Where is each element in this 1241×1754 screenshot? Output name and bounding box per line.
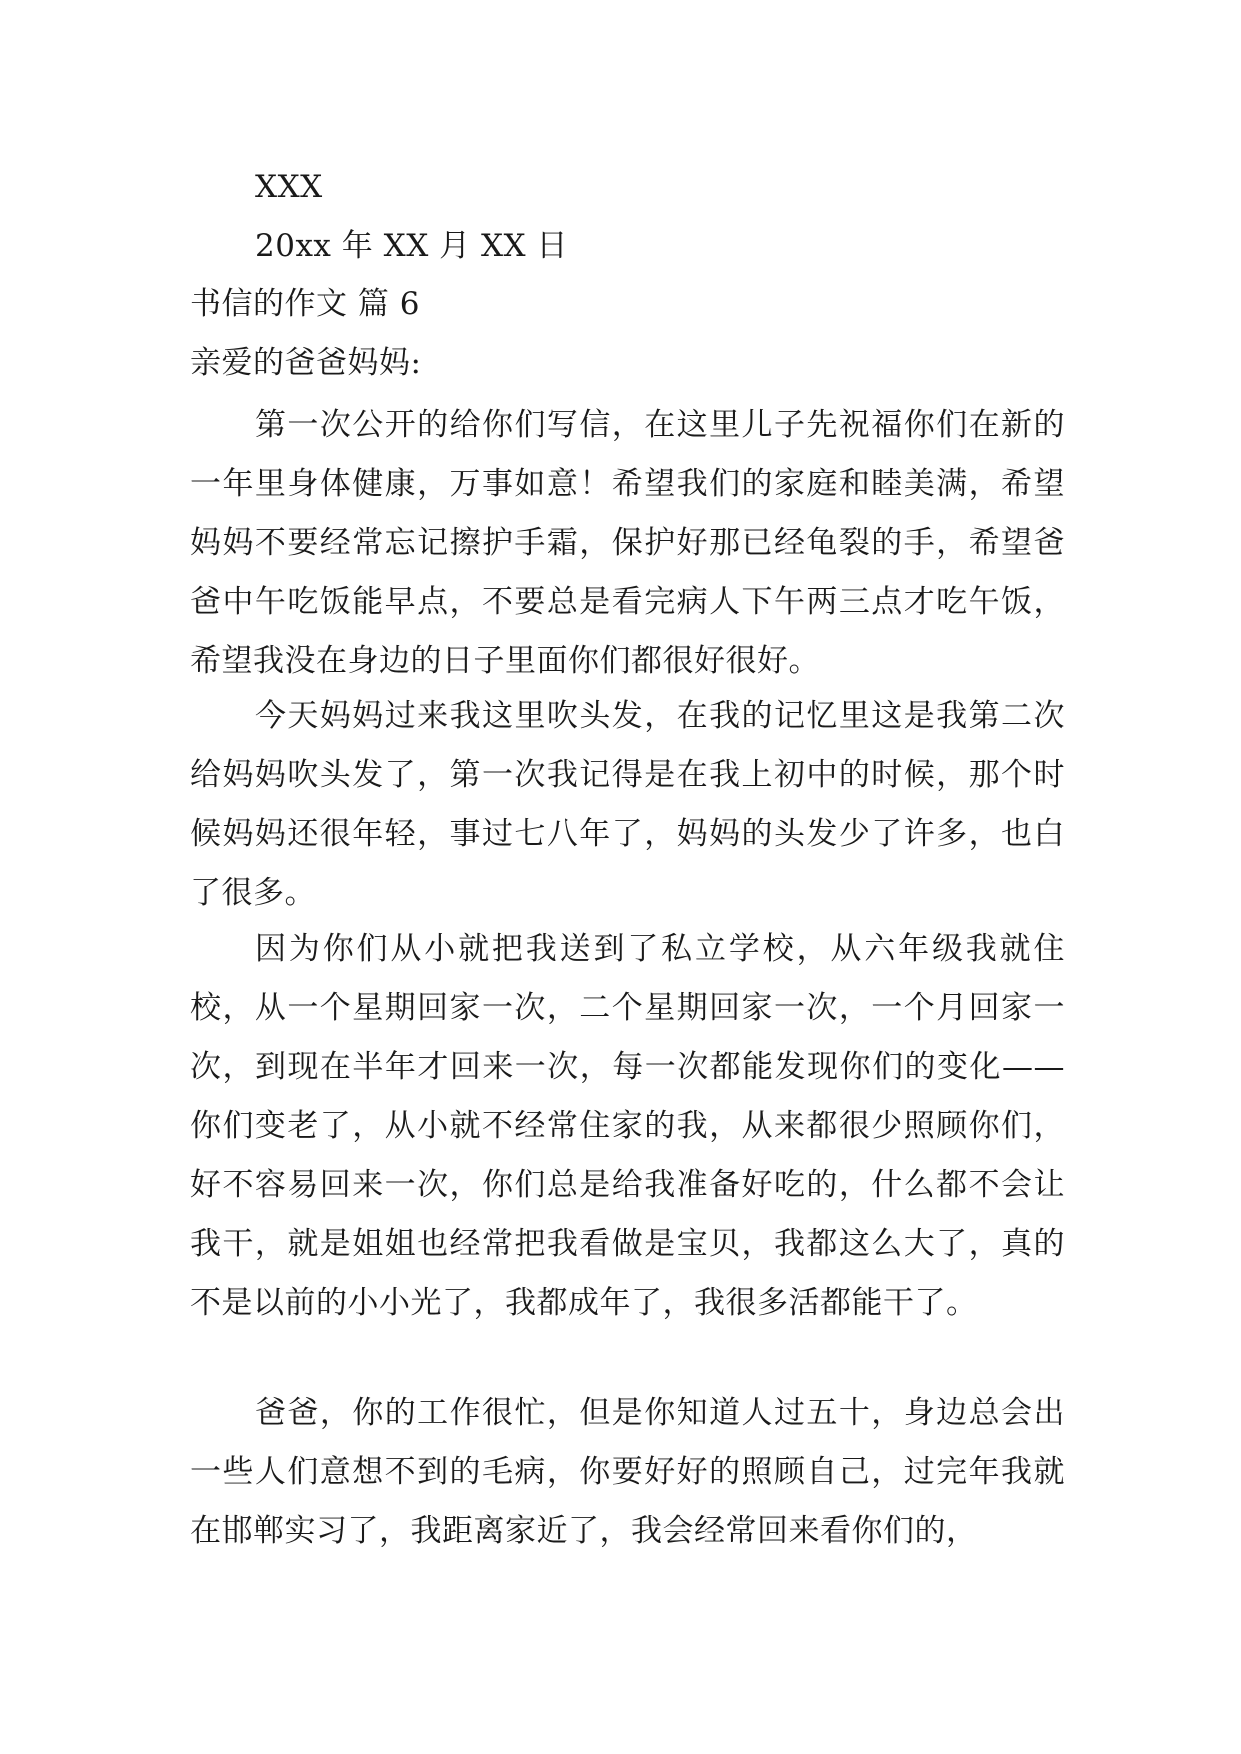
salutation: 亲爱的爸爸妈妈:: [190, 345, 422, 381]
paragraph: 爸爸，你的工作很忙，但是你知道人过五十，身边总会出一些人们意想不到的毛病，你要好好的照顾自己，过完年我就在邯郸实习了，我距离家近了，我会经常回来看你们的，: [190, 1395, 1065, 1549]
paragraph: 第一次公开的给你们写信，在这里儿子先祝福你们在新的一年里身体健康，万事如意！希望我们的家庭和睦美满，希望妈妈不要经常忘记擦护手霜，保护好那已经龟裂的手，希望爸爸中午吃饭能早点，不要总是看完病人下午两三点才吃午饭，希望我没在身边的日子里面你们都很好很好。: [190, 407, 1065, 679]
paragraph: 因为你们从小就把我送到了私立学校，从六年级我就住校，从一个星期回家一次，二个星期回家一次，一个月回家一次，到现在半年才回来一次，每一次都能发现你们的变化——你们变老了，从小就不经常住家的我，从来都很少照顾你们，好不容易回来一次，你们总是给我准备好吃的，什么都不会让我干，就是姐姐也经常把我看做是宝贝，我都这么大了，真的不是以前的小小光了，我都成年了，我很多活都能干了。: [190, 931, 1065, 1321]
section-heading: 书信的作文 篇 6: [190, 286, 420, 322]
letter-date: 20xx 年 XX 月 XX 日: [255, 228, 568, 264]
paragraph: 今天妈妈过来我这里吹头发，在我的记忆里这是我第二次给妈妈吹头发了，第一次我记得是在我上初中的时候，那个时候妈妈还很年轻，事过七八年了，妈妈的头发少了许多，也白了很多。: [190, 698, 1065, 911]
signature: XXX: [255, 169, 323, 205]
